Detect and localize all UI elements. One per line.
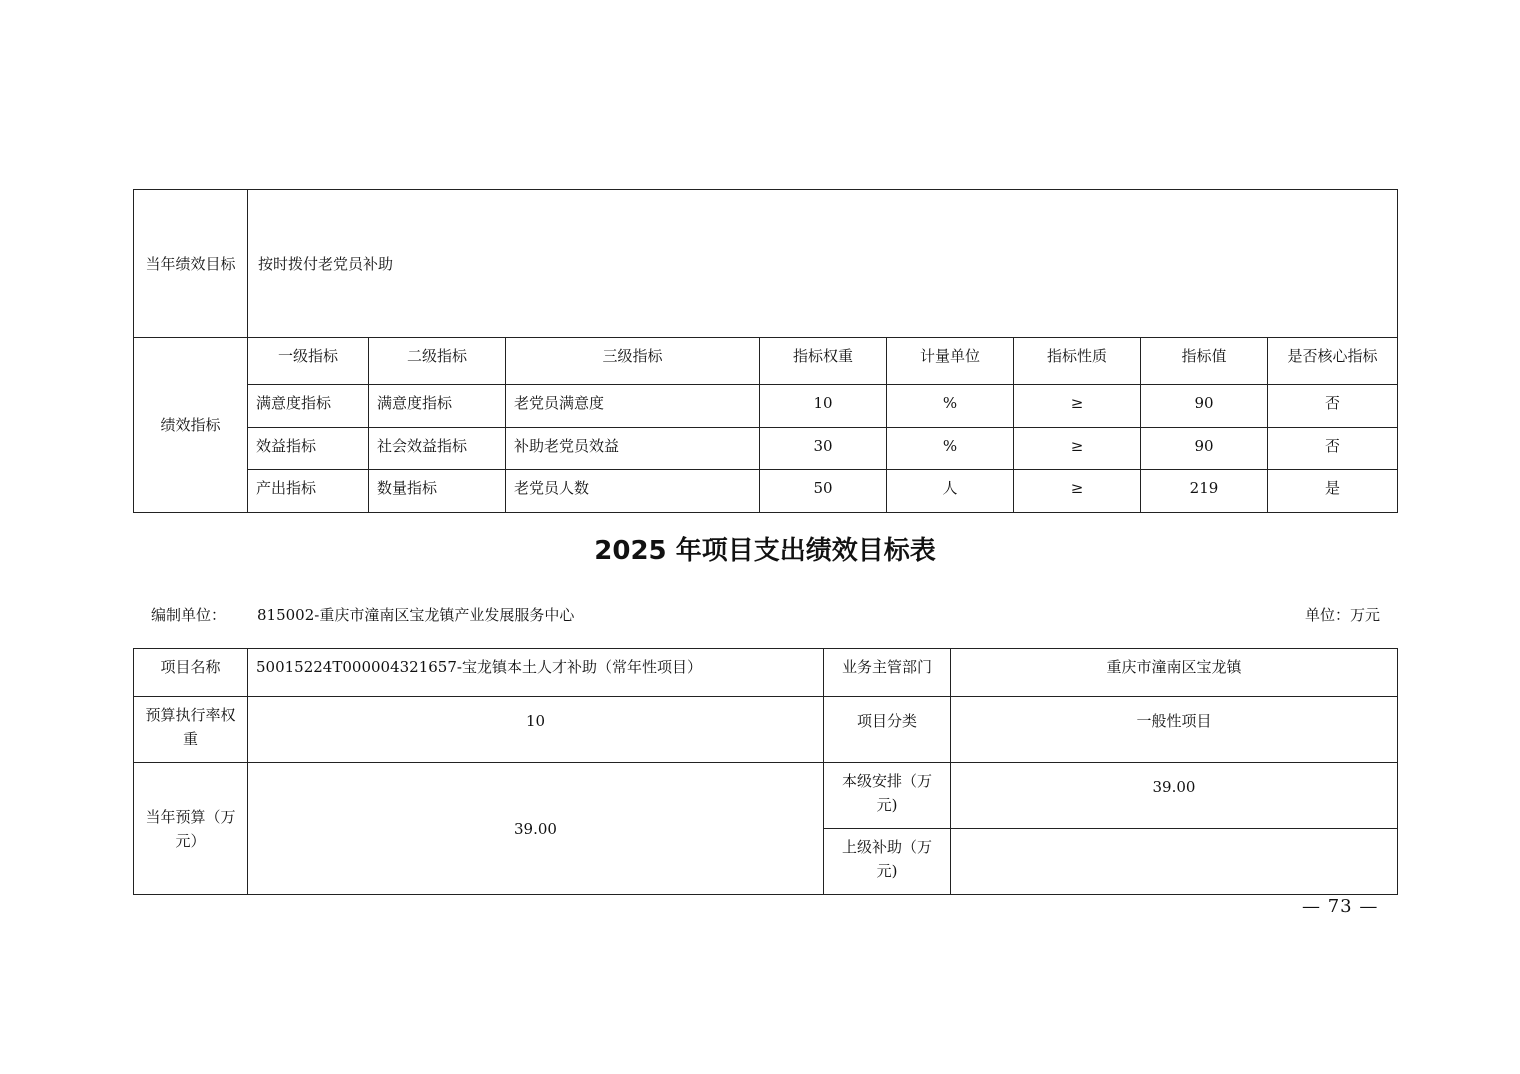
dept-label: 业务主管部门 xyxy=(824,649,951,697)
indicators-label-cell xyxy=(134,338,248,513)
table-row xyxy=(134,470,1398,513)
unit-label: 单位：万元 xyxy=(1305,606,1381,624)
table-cell: % xyxy=(887,428,1014,470)
category-value: 一般性项目 xyxy=(951,697,1398,763)
superior-value xyxy=(951,829,1398,895)
header-cell: 指标权重 xyxy=(760,338,887,385)
org-label: 编制单位： xyxy=(151,606,227,624)
table-cell: % xyxy=(887,385,1014,428)
header-cell: 三级指标 xyxy=(506,338,760,385)
superior-label: 上级补助（万元) xyxy=(824,829,951,895)
exec-rate-label: 预算执行率权重 xyxy=(134,697,248,763)
table-cell: 补助老党员效益 xyxy=(506,428,760,470)
project-name-value: 50015224T000004321657-宝龙镇本土人才补助（常年性项目） xyxy=(248,649,824,697)
indicators-label: 绩效指标 xyxy=(160,416,221,434)
org-value: 815002-重庆市潼南区宝龙镇产业发展服务中心 xyxy=(257,606,575,624)
header-cell: 计量单位 xyxy=(887,338,1014,385)
table-cell: 否 xyxy=(1268,428,1398,470)
goal-label: 当年绩效目标 xyxy=(145,254,236,273)
dept-value: 重庆市潼南区宝龙镇 xyxy=(951,649,1398,697)
goal-text-cell xyxy=(248,190,1398,338)
table-cell: 90 xyxy=(1141,428,1268,470)
category-label: 项目分类 xyxy=(824,697,951,763)
table-cell: 10 xyxy=(760,385,887,428)
table-cell: ≥ xyxy=(1014,428,1141,470)
project-name-label: 项目名称 xyxy=(134,649,248,697)
table-row xyxy=(134,428,1398,470)
budget-label: 当年预算（万元） xyxy=(134,763,248,895)
exec-rate-value: 10 xyxy=(248,697,824,763)
table-cell: ≥ xyxy=(1014,470,1141,513)
page-title: 2025 年项目支出绩效目标表 xyxy=(594,536,936,566)
performance-goal-table xyxy=(133,189,1398,513)
table-cell: 50 xyxy=(760,470,887,513)
table-cell: 效益指标 xyxy=(248,428,369,470)
table-cell: 老党员满意度 xyxy=(506,385,760,428)
page-number: — 73 — xyxy=(1302,896,1379,917)
table-cell: 90 xyxy=(1141,385,1268,428)
local-value: 39.00 xyxy=(951,763,1398,829)
header-cell: 一级指标 xyxy=(248,338,369,385)
header-cell: 是否核心指标 xyxy=(1268,338,1398,385)
header-cell: 指标值 xyxy=(1141,338,1268,385)
goal-label-cell xyxy=(134,190,248,338)
local-label: 本级安排（万元) xyxy=(824,763,951,829)
table-cell: 老党员人数 xyxy=(506,470,760,513)
table-cell: 30 xyxy=(760,428,887,470)
project-info-table xyxy=(133,648,1398,895)
table-cell: 是 xyxy=(1268,470,1398,513)
goal-text: 按时拨付老党员补助 xyxy=(258,254,394,273)
table-cell: 满意度指标 xyxy=(369,385,506,428)
table-cell: ≥ xyxy=(1014,385,1141,428)
table-cell: 满意度指标 xyxy=(248,385,369,428)
table-cell: 社会效益指标 xyxy=(369,428,506,470)
budget-value: 39.00 xyxy=(248,763,824,895)
table-row xyxy=(134,385,1398,428)
table-cell: 数量指标 xyxy=(369,470,506,513)
header-cell: 二级指标 xyxy=(369,338,506,385)
header-cell: 指标性质 xyxy=(1014,338,1141,385)
table-cell: 219 xyxy=(1141,470,1268,513)
table-cell: 产出指标 xyxy=(248,470,369,513)
table-cell: 否 xyxy=(1268,385,1398,428)
table-cell: 人 xyxy=(887,470,1014,513)
